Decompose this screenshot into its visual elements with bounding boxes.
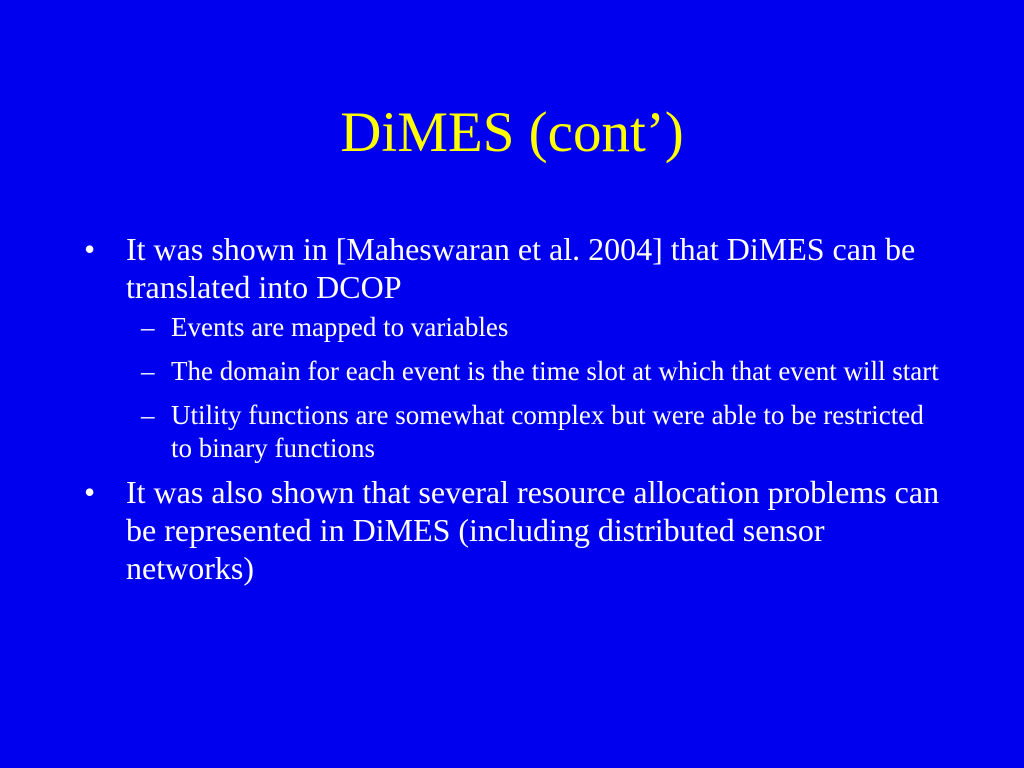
bullet-marker: •: [84, 231, 96, 267]
sub-bullet-list: [84, 311, 944, 465]
bullet-text: It was also shown that several resource allocation problems can be represented in DiMES (including distributed sensor networks): [126, 474, 940, 586]
bullet-text: It was shown in [Maheswaran et al. 2004] that DiMES can be translated into DCOP: [126, 231, 916, 305]
sub-bullet-text: Utility functions are somewhat complex but were able to be restricted to binary functions: [171, 400, 924, 463]
slide-title: DiMES (cont’): [340, 101, 684, 164]
sub-bullet-marker: –: [141, 400, 155, 430]
bullet-item: [84, 473, 944, 587]
slide-body: [84, 230, 944, 587]
sub-bullet-marker: –: [141, 312, 155, 342]
sub-bullet-marker: –: [141, 356, 155, 386]
sub-bullet-text: Events are mapped to variables: [171, 312, 509, 342]
sub-bullet-item: [84, 311, 944, 344]
bullet-marker: •: [84, 474, 96, 510]
sub-bullet-item: [84, 399, 944, 465]
bullet-item: [84, 230, 944, 306]
sub-bullet-text: The domain for each event is the time slot at which that event will start: [171, 356, 939, 386]
sub-bullet-item: [84, 355, 944, 388]
